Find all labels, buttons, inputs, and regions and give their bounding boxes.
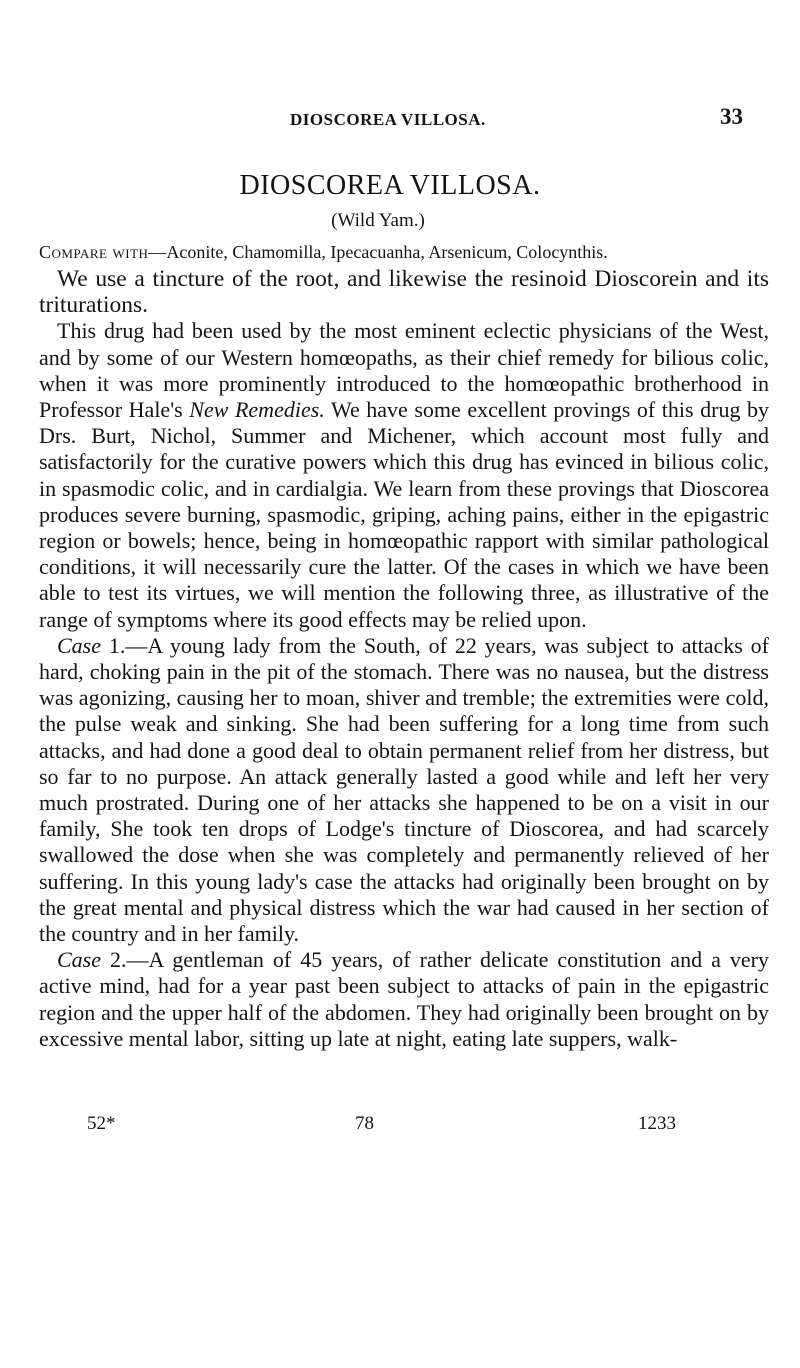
case-1-label: Case bbox=[57, 632, 101, 658]
signature-volume: 78 bbox=[355, 1113, 374, 1134]
case-2-label: Case bbox=[57, 947, 101, 973]
chapter-title: DIOSCOREA VILLOSA. bbox=[239, 170, 541, 201]
paragraph-history bbox=[39, 318, 769, 632]
paragraph-history-text-b: We have some excellent provings of this drug by Drs. Burt, Nichol, Summer and Michener, which account most fully and satisfactorily for the curative powers which this drug has evinced in bilious colic, in spasmodic colic, and in cardialgia. We learn from these provings that Dioscorea produces severe burning, spasmodic, griping, aching pains, either in the epigastric region or bowels; hence, being in homœopathic rapport with similar pathological conditions, it will necessarily cure the latter. Of the cases in which we have been able to test its virtues, we will mention the following three, as illustrative of the range of symptoms where its good effects may be relied upon. bbox=[39, 397, 770, 632]
compare-line bbox=[39, 242, 769, 263]
paragraph-case-1 bbox=[39, 633, 769, 947]
compare-remedies: —Aconite, Chamomilla, Ipecacuanha, Arsenicum, Colocynthis. bbox=[148, 242, 608, 262]
running-head-title: DIOSCOREA VILLOSA. bbox=[290, 110, 486, 129]
paragraph-history-text-a: This drug had been used by the most eminent eclectic physicians of the West, and by some of our Western homœopaths, as their chief remedy for bilious colic, when it was more prominently introduced to the homœopathic brotherhood in Professor Hale's bbox=[39, 318, 769, 423]
compare-label: Compare with bbox=[39, 242, 149, 262]
case-1-text: 1.—A young lady from the South, of 22 years, was subject to attacks of hard, choking pain in the pit of the stomach. There was no nausea, but the distress was agonizing, causing her to moan, shiver and tremble; the extremities were cold, the pulse weak and sinking. She had been suffering for a long time from such attacks, and had done a good deal to obtain permanent relief from her distress, but so far to no purpose. An attack generally lasted a good while and left her very much prostrated. During one of her attacks she happened to be on a visit in our family, She took ten drops of Lodge's tincture of Dioscorea, and had scarcely swallowed the dose when she was completely and permanently relieved of her suffering. In this young lady's case the attacks had originally been brought on by the great mental and physical distress which the war had caused in her section of the country and in her family. bbox=[39, 632, 769, 947]
case-2-text: 2.—A gentleman of 45 years, of rather delicate constitution and a very active mind, had for a year past been subject to attacks of pain in the epigastric region and the upper half of the abdomen. They had originally been brought on by excessive mental labor, sitting up late at night, eating late suppers, walk- bbox=[39, 947, 769, 1051]
paragraph-case-2 bbox=[39, 947, 769, 1052]
signature-number: 1233 bbox=[638, 1113, 676, 1134]
page-number: 33 bbox=[720, 104, 743, 129]
running-head bbox=[0, 104, 800, 140]
chapter-subtitle: (Wild Yam.) bbox=[331, 210, 425, 231]
body-text bbox=[39, 266, 769, 1052]
signature-line bbox=[0, 1113, 800, 1139]
signature-sheet: 52* bbox=[87, 1113, 116, 1134]
paragraph-preparations: We use a tincture of the root, and likewise the resinoid Dioscorein and its triturations. bbox=[39, 266, 769, 319]
book-title-italic: New Remedies. bbox=[189, 397, 325, 423]
